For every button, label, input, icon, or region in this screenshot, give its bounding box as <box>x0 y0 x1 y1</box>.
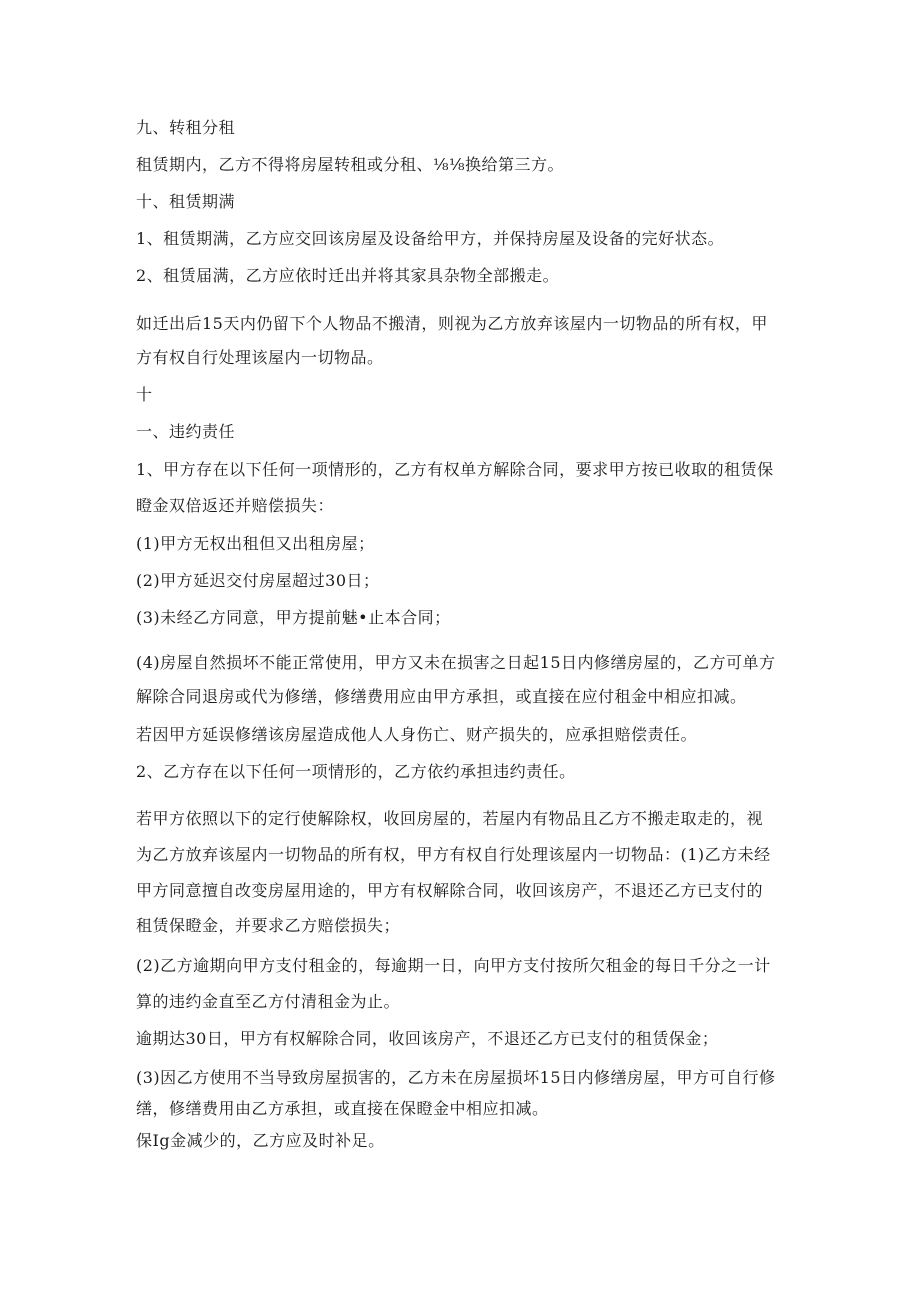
list-item: (2)乙方逾期向甲方支付租金的，每逾期一日，向甲方支付按所欠租金的每日千分之一计 <box>136 956 771 975</box>
paragraph-line: 缮，修缮费用由乙方承担，或直接在保瞪金中相应扣减。 <box>136 1099 549 1118</box>
paragraph-line: 瞪金双倍返还并赔偿损失： <box>136 496 335 515</box>
heading-section-9: 九、转租分租 <box>136 118 236 137</box>
paragraph-line: 逾期达30日，甲方有权解除合同，收回该房产，不退还乙方已支付的租赁保金； <box>136 1029 719 1048</box>
paragraph-line: 方有权自行处理该屋内一切物品。 <box>136 348 384 367</box>
paragraph-line: 1、租赁期满，乙方应交回该房屋及设备给甲方，并保持房屋及设备的完好状态。 <box>136 229 725 248</box>
paragraph-line: 2、乙方存在以下任何一项情形的，乙方依约承担违约责任。 <box>136 762 576 781</box>
heading-section-11: 一、违约责任 <box>136 422 236 441</box>
list-item: (1)甲方无权出租但又出租房屋； <box>136 534 375 553</box>
paragraph-line: 甲方同意擅自改变房屋用途的，甲方有权解除合同，收回该房产，不退还乙方已支付的 <box>136 881 764 900</box>
list-item: (4)房屋自然损坏不能正常使用，甲方又未在损害之日起15日内修缮房屋的，乙方可单方 <box>136 653 776 672</box>
heading-section-11-part: 十 <box>136 385 153 404</box>
paragraph-line: 解除合同退房或代为修缮，修缮费用应由甲方承担，或直接在应付租金中相应扣减。 <box>136 687 747 706</box>
paragraph-line: 若因甲方延误修缮该房屋造成他人人身伤亡、财产损失的，应承担赔偿责任。 <box>136 725 698 744</box>
paragraph-line: 租赁保瞪金，并要求乙方赔偿损失； <box>136 916 401 935</box>
list-item: (2)甲方延迟交付房屋超过30日； <box>136 571 380 590</box>
paragraph-line: 为乙方放弃该屋内一切物品的所有权，甲方有权自行处理该屋内一切物品：(1)乙方未经 <box>136 845 771 864</box>
paragraph-line: 算的违约金直至乙方付清租金为止。 <box>136 992 401 1011</box>
list-item: (3)因乙方使用不当导致房屋损害的，乙方未在房屋损坏15日内修缮房屋，甲方可自行修 <box>136 1068 776 1087</box>
paragraph-line: 若甲方依照以下的定行使解除权，收回房屋的，若屋内有物品且乙方不搬走取走的，视 <box>136 809 764 828</box>
list-item: (3)未经乙方同意，甲方提前魅•止本合同； <box>136 608 451 627</box>
paragraph-line: 租赁期内，乙方不得将房屋转租或分租、⅛⅛换给第三方。 <box>136 155 565 174</box>
paragraph-line: 1、甲方存在以下任何一项情形的，乙方有权单方解除合同，要求甲方按已收取的租赁保 <box>136 460 774 479</box>
paragraph-line: 保Ig金减少的，乙方应及时补足。 <box>136 1131 385 1150</box>
paragraph-line: 如迁出后15天内仍留下个人物品不搬清，则视为乙方放弃该屋内一切物品的所有权，甲 <box>136 314 768 333</box>
heading-section-10: 十、租赁期满 <box>136 192 236 211</box>
paragraph-line: 2、租赁届满，乙方应依时迁出并将其家具杂物全部搬走。 <box>136 266 560 285</box>
